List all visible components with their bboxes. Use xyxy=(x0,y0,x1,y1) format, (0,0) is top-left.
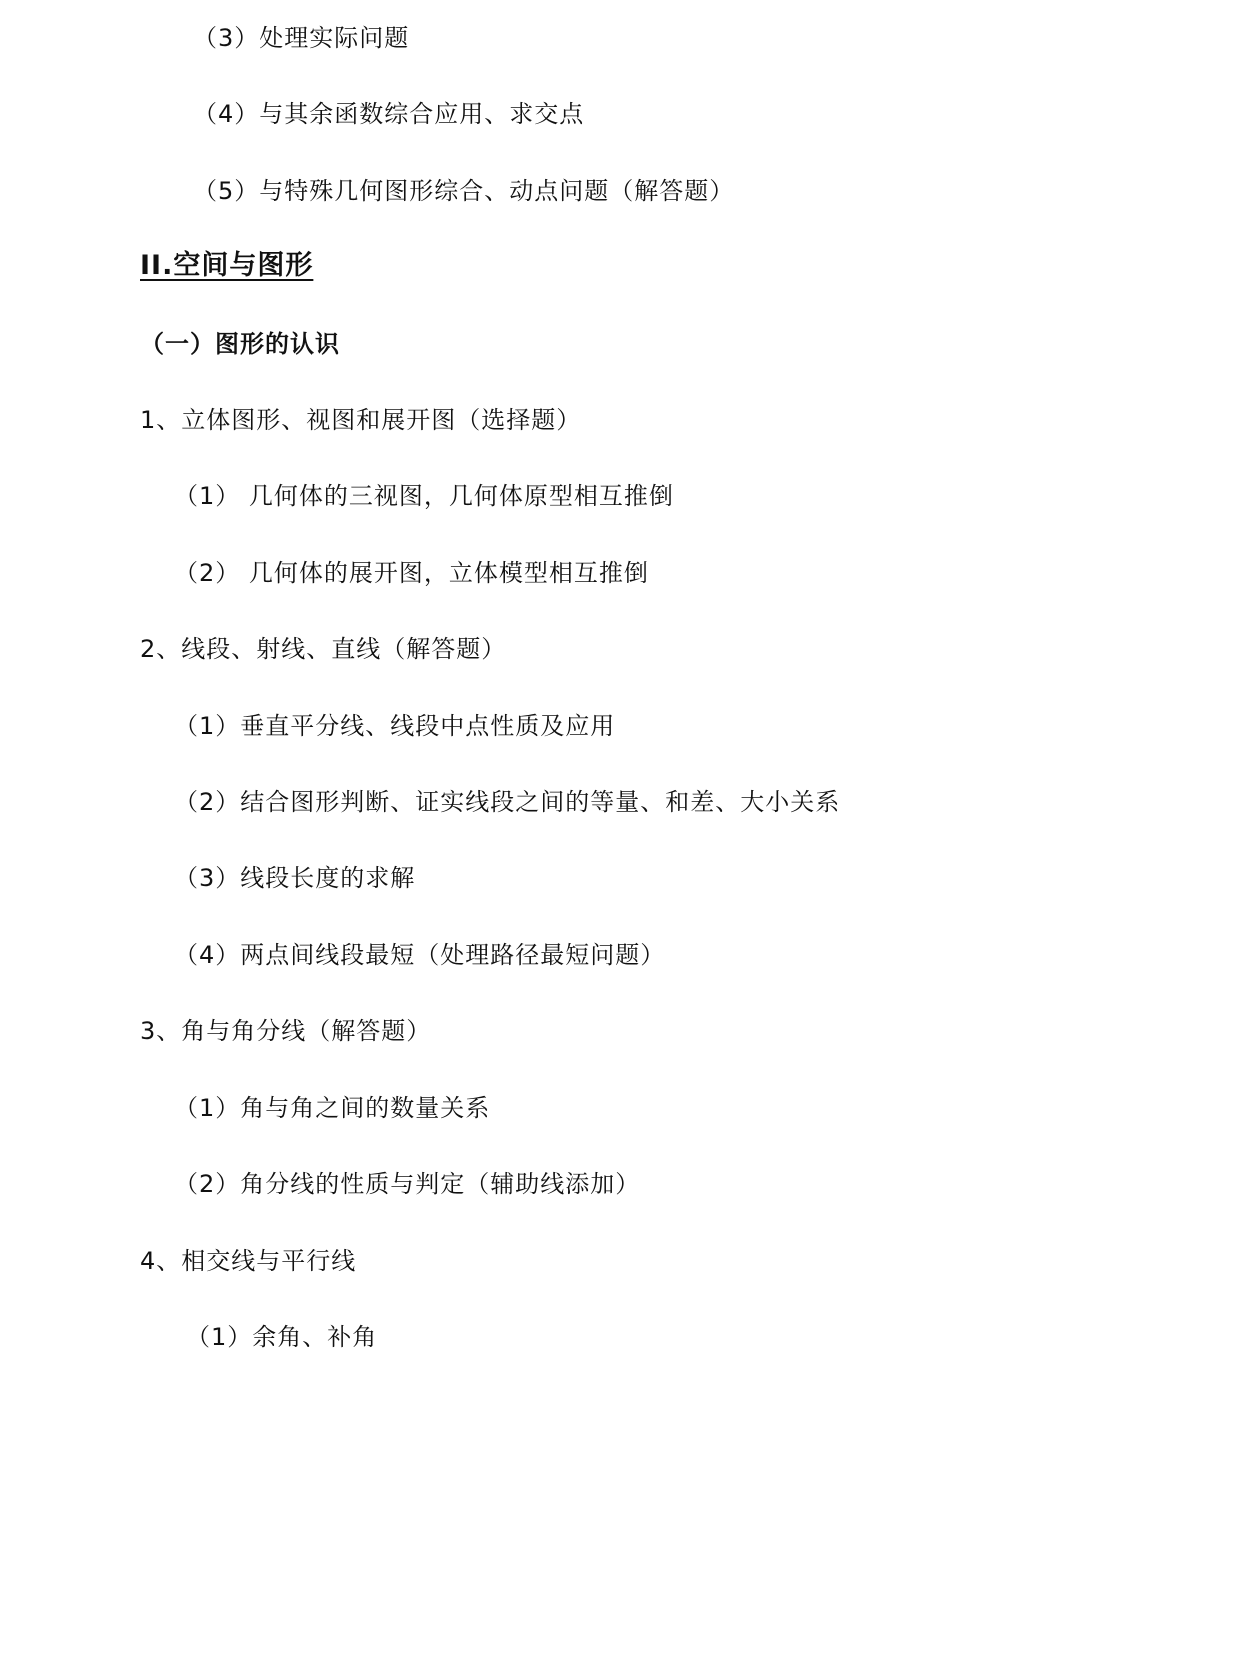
list-item: （2）结合图形判断、证实线段之间的等量、和差、大小关系 xyxy=(174,788,841,816)
list-item: （3）线段长度的求解 xyxy=(174,864,416,892)
list-item: （4）与其余函数综合应用、求交点 xyxy=(193,100,585,128)
list-item: （2） 几何体的展开图，立体模型相互推倒 xyxy=(174,559,649,587)
topic-heading: 2、线段、射线、直线（解答题） xyxy=(140,635,507,663)
topic-heading: 4、相交线与平行线 xyxy=(140,1247,357,1275)
subsection-heading: （一）图形的认识 xyxy=(140,330,340,358)
list-item: （3）处理实际问题 xyxy=(193,24,410,52)
list-item: （4）两点间线段最短（处理路径最短问题） xyxy=(174,941,666,969)
list-item: （1）垂直平分线、线段中点性质及应用 xyxy=(174,712,616,740)
topic-heading: 1、立体图形、视图和展开图（选择题） xyxy=(140,406,582,434)
list-item: （2）角分线的性质与判定（辅助线添加） xyxy=(174,1170,641,1198)
topic-heading: 3、角与角分线（解答题） xyxy=(140,1017,432,1045)
list-item: （1） 几何体的三视图，几何体原型相互推倒 xyxy=(174,482,674,510)
list-item: （5）与特殊几何图形综合、动点问题（解答题） xyxy=(193,177,735,205)
list-item: （1）余角、补角 xyxy=(186,1323,378,1351)
section-heading: II.空间与图形 xyxy=(140,250,314,281)
list-item: （1）角与角之间的数量关系 xyxy=(174,1094,491,1122)
